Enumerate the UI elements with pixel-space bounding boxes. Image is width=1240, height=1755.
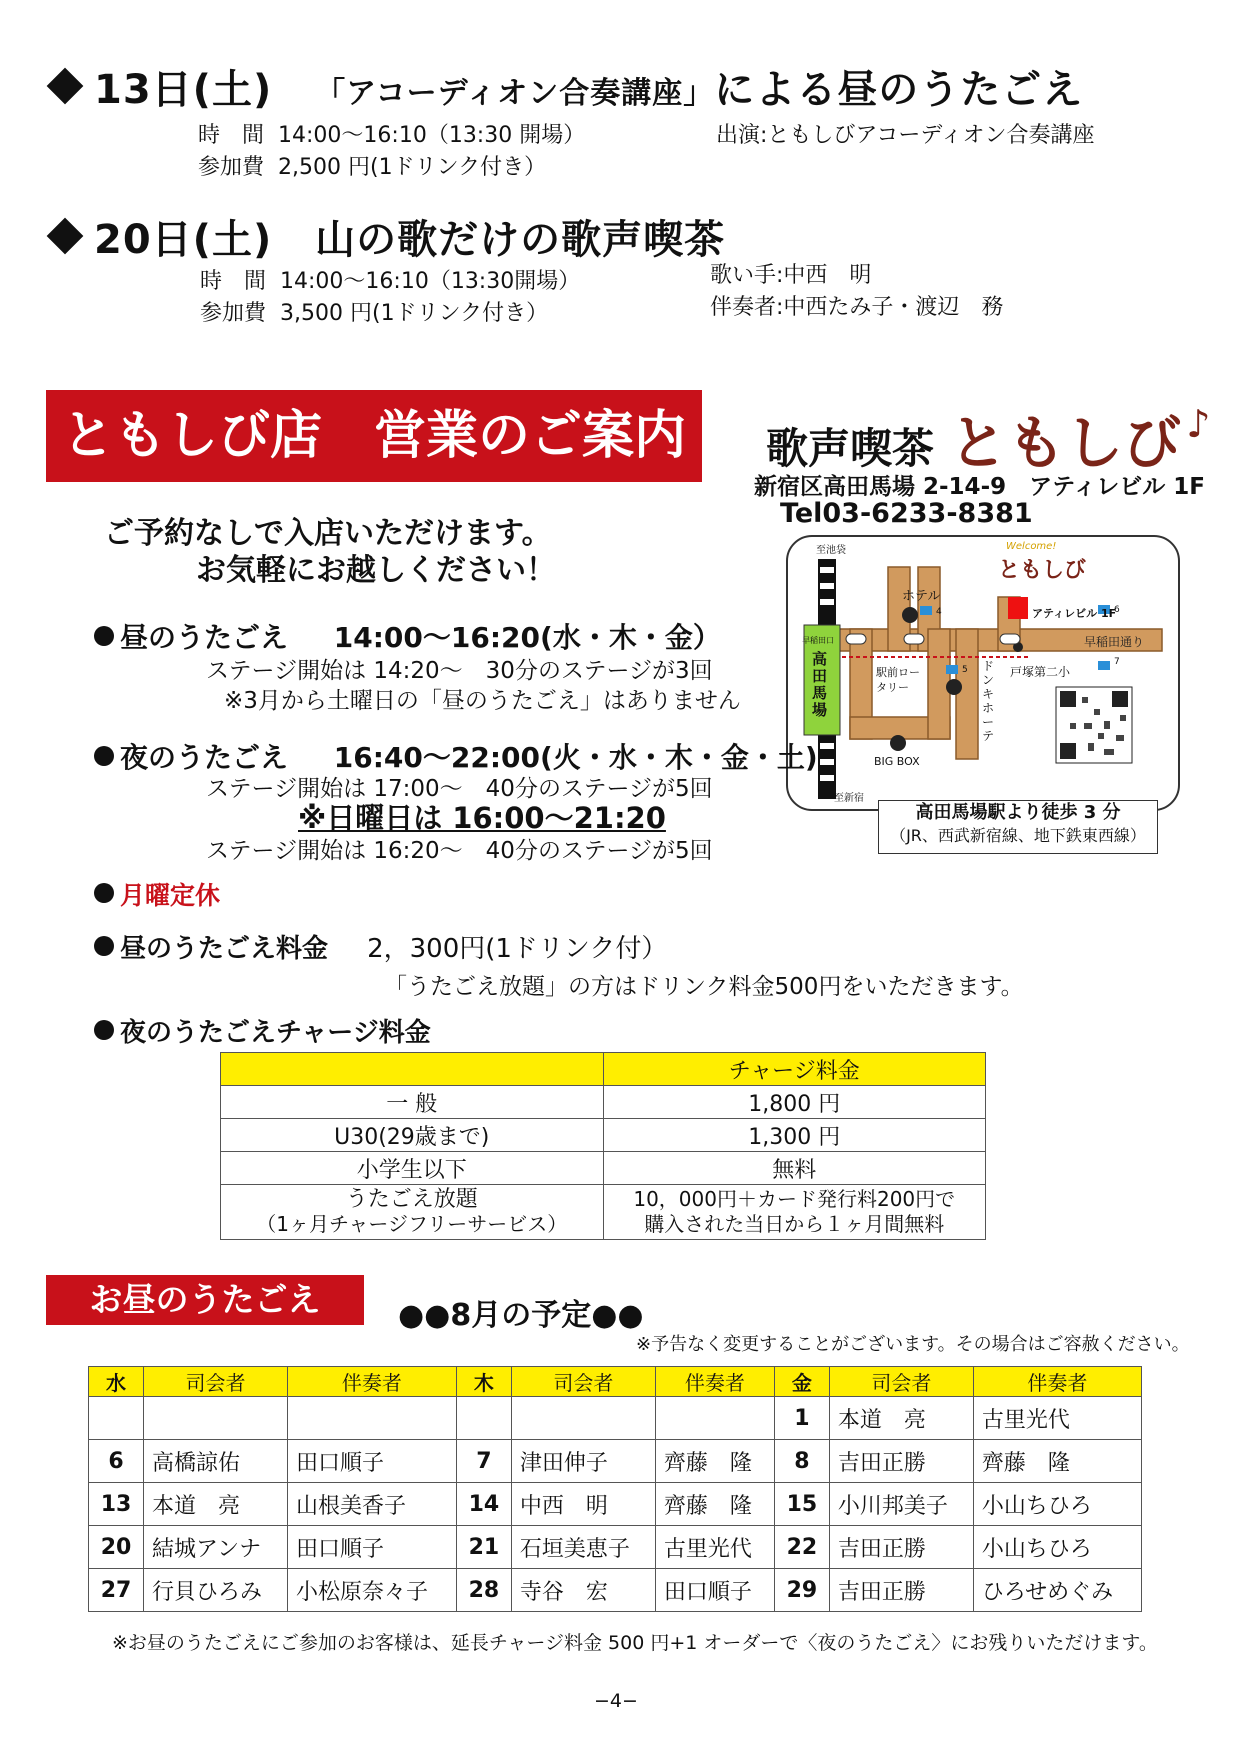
table-row	[221, 1152, 986, 1185]
event-2-time-row	[200, 264, 580, 295]
header-fri: 金	[774, 1367, 829, 1397]
host-cell: 本道 亮	[829, 1397, 973, 1440]
date-cell: 13	[89, 1483, 144, 1526]
schedule-notice: ※予告なく変更することがございます。その場合はご容赦ください。	[636, 1334, 1190, 1355]
map-logo: ともしび	[998, 558, 1087, 583]
date-cell: 7	[456, 1440, 511, 1483]
charge-category	[221, 1185, 604, 1240]
date-cell: 14	[456, 1483, 511, 1526]
fee-label: 参加費	[198, 155, 265, 180]
accompanist-cell: 古里光代	[655, 1526, 774, 1569]
map-label-hotel: ホテル	[902, 589, 941, 604]
accompanist-cell: 小山ちひろ	[973, 1526, 1141, 1569]
access-map	[786, 535, 1180, 811]
accompanist-cell: 古里光代	[973, 1397, 1141, 1440]
accompanist-cell: 小山ちひろ	[973, 1483, 1141, 1526]
welcome-line-1: ご予約なしで入店いただけます。	[104, 516, 552, 551]
closed-day	[94, 876, 220, 912]
night-stage: ステージ開始は 17:00～ 40分のステージが5回	[206, 776, 713, 802]
host-cell	[511, 1397, 655, 1440]
date-cell: 29	[774, 1569, 829, 1612]
sunday-hours: ※日曜日は 16:00～21:20	[298, 801, 666, 835]
map-label-school: 戸塚第二小	[1010, 665, 1071, 679]
charge-table-header	[221, 1053, 986, 1086]
header-accompanist: 伴奏者	[655, 1367, 774, 1397]
free-value-1: 10，000円＋カード発行料200円で	[633, 1187, 956, 1211]
lunch-hours	[94, 616, 721, 656]
charge-category: U30(29歳まで)	[221, 1119, 604, 1152]
accompanist-cell	[287, 1397, 456, 1440]
map-label-waseda-gate: 早稲田口	[802, 636, 834, 645]
host-cell: 小川邦美子	[829, 1483, 973, 1526]
event-1-time: 14:00～16:10（13:30 開場）	[278, 123, 586, 148]
header-host: 司会者	[144, 1367, 288, 1397]
host-cell: 吉田正勝	[829, 1440, 973, 1483]
night-fee-label: 夜のうたごえチャージ料金	[120, 1018, 431, 1048]
free-label-1: うたごえ放題	[345, 1187, 478, 1212]
lunch-fee-note: 「うたごえ放題」の方はドリンク料金500円をいただきます。	[384, 974, 1024, 1000]
charge-header-empty	[221, 1053, 604, 1086]
schedule-header	[89, 1367, 1142, 1397]
charge-value	[603, 1185, 986, 1240]
event-2-heading	[52, 208, 725, 265]
host-cell: 石垣美恵子	[511, 1526, 655, 1569]
welcome-line-2: お気軽にお越しください！	[196, 553, 556, 588]
map-welcome: Welcome!	[1006, 541, 1057, 552]
header-wed: 水	[89, 1367, 144, 1397]
date-cell: 1	[774, 1397, 829, 1440]
charge-table	[220, 1052, 986, 1240]
host-cell: 寺谷 宏	[511, 1569, 655, 1612]
bullet-dot-icon	[94, 883, 114, 903]
charge-value: 1,800 円	[603, 1086, 986, 1119]
lunch-time: 14:00～16:20(水・木・金）	[333, 621, 721, 654]
host-cell: 高橋諒佑	[144, 1440, 288, 1483]
host-cell: 結城アンナ	[144, 1526, 288, 1569]
donki-marker	[946, 679, 962, 695]
event-1-fee: 2,500 円(1ドリンク付き）	[278, 155, 547, 180]
charge-value: 1,300 円	[603, 1119, 986, 1152]
date-cell: 15	[774, 1483, 829, 1526]
sunday-stage: ステージ開始は 16:20～ 40分のステージが5回	[206, 838, 713, 864]
event-1-day: 13日(土)	[94, 67, 273, 113]
bullet-dot-icon	[94, 746, 114, 766]
bigbox-marker	[890, 735, 906, 751]
host-cell: 吉田正勝	[829, 1569, 973, 1612]
hotel-marker	[902, 607, 918, 623]
map-label-rotary: 駅前ロータリー	[876, 666, 920, 694]
map-label-atire: アティレビル 1F	[1032, 607, 1117, 620]
map-label-exit-6: 6	[1114, 605, 1120, 615]
lunch-schedule-banner: お昼のうたごえ	[46, 1275, 364, 1325]
access-note	[878, 800, 1158, 854]
charge-category: 小学生以下	[221, 1152, 604, 1185]
event-1-title-rest: による昼のうたごえ	[714, 67, 1084, 113]
schedule-footer: ※お昼のうたごえにご参加のお客様は、延長チャージ料金 500 円+1 オーダーで〈夜のうたごえ〉にお残りいただけます。	[112, 1632, 1158, 1654]
map-label-exit-7: 7	[1114, 657, 1120, 667]
accompanist-cell: 齊藤 隆	[973, 1440, 1141, 1483]
event-2-fee: 3,500 円(1ドリンク付き）	[280, 301, 549, 326]
lunch-note: ※3月から土曜日の「昼のうたごえ」はありません	[224, 688, 741, 714]
host-cell: 本道 亮	[144, 1483, 288, 1526]
date-cell: 6	[89, 1440, 144, 1483]
map-label-station: 高田馬場	[812, 650, 828, 719]
bullet-dot-icon	[94, 936, 114, 956]
date-cell: 8	[774, 1440, 829, 1483]
map-label-bigbox: BIG BOX	[874, 755, 920, 768]
event-1-performer: 出演:ともしびアコーディオン合奏講座	[716, 123, 1095, 148]
music-note-icon: ♪	[1186, 402, 1211, 446]
table-row	[89, 1526, 1142, 1569]
access-walk: 高田馬場駅より徒歩 3 分	[915, 802, 1121, 823]
event-2-title: 山の歌だけの歌声喫茶	[315, 217, 726, 263]
diamond-bullet-icon	[47, 68, 84, 105]
event-2-singer: 歌い手:中西 明	[710, 263, 872, 288]
table-row	[221, 1086, 986, 1119]
map-label-donki: ドンキホーテ	[982, 659, 995, 743]
accompanist-cell: 田口順子	[287, 1526, 456, 1569]
shop-address: 新宿区高田馬場 2-14-9 アティレビル 1F	[754, 474, 1205, 500]
date-cell: 21	[456, 1526, 511, 1569]
schedule-table	[88, 1366, 1142, 1612]
charge-header-fee: チャージ料金	[603, 1053, 986, 1086]
date-cell: 20	[89, 1526, 144, 1569]
table-row	[89, 1569, 1142, 1612]
header-host: 司会者	[511, 1367, 655, 1397]
host-cell: 津田伸子	[511, 1440, 655, 1483]
date-cell	[89, 1397, 144, 1440]
accompanist-cell: 山根美香子	[287, 1483, 456, 1526]
free-label-2: （1ヶ月チャージフリーサービス）	[256, 1212, 568, 1236]
lunch-label: 昼のうたごえ	[120, 621, 289, 654]
map-label-ikebukuro: 至池袋	[816, 545, 846, 556]
map-label-exit-5: 5	[962, 665, 968, 675]
page-number: −4−	[594, 1690, 638, 1712]
accompanist-cell: 齊藤 隆	[655, 1483, 774, 1526]
event-1-fee-row	[198, 150, 546, 181]
bullet-dot-icon	[94, 626, 114, 646]
free-value-2: 購入された当日から１ヶ月間無料	[644, 1212, 945, 1236]
lunch-stage: ステージ開始は 14:20～ 30分のステージが3回	[206, 658, 713, 684]
table-row	[221, 1185, 986, 1240]
event-1-heading	[52, 58, 1083, 115]
map-label-waseda-st: 早稲田通り	[1084, 635, 1145, 649]
date-cell	[456, 1397, 511, 1440]
host-cell: 中西 明	[511, 1483, 655, 1526]
host-cell: 吉田正勝	[829, 1526, 973, 1569]
accompanist-cell: 田口順子	[287, 1440, 456, 1483]
night-time: 16:40～22:00(火・水・木・金・土)	[333, 741, 818, 774]
qr-code	[1056, 687, 1132, 763]
map-label-exit-4: 4	[936, 607, 942, 617]
closed-day-text: 月曜定休	[120, 881, 221, 910]
table-row	[89, 1397, 1142, 1440]
table-row	[89, 1483, 1142, 1526]
header-thu: 木	[456, 1367, 511, 1397]
schedule-title: ●●8月の予定●●	[398, 1298, 644, 1333]
event-2-accompanist: 伴奏者:中西たみ子・渡辺 務	[710, 295, 1004, 320]
event-2-day: 20日(土)	[94, 217, 273, 263]
date-cell: 27	[89, 1569, 144, 1612]
event-2-time: 14:00～16:10（13:30開場）	[280, 269, 581, 294]
access-lines: （JR、西武新宿線、地下鉄東西線）	[890, 826, 1146, 845]
fee-label: 参加費	[200, 301, 267, 326]
bullet-dot-icon	[94, 1020, 114, 1040]
charge-category: 一 般	[221, 1086, 604, 1119]
accompanist-cell: 齊藤 隆	[655, 1440, 774, 1483]
accompanist-cell: 小松原奈々子	[287, 1569, 456, 1612]
atire-building-marker	[1008, 597, 1028, 619]
header-accompanist: 伴奏者	[287, 1367, 456, 1397]
time-label: 時 間	[198, 123, 265, 148]
date-cell: 28	[456, 1569, 511, 1612]
lunch-fee-value: 2，300円(1ドリンク付）	[367, 934, 668, 964]
event-1-title-quote: 「アコーディオン合奏講座」	[315, 76, 715, 111]
accompanist-cell: 田口順子	[655, 1569, 774, 1612]
night-label: 夜のうたごえ	[120, 741, 289, 774]
shop-logo: ともしび	[949, 409, 1182, 477]
night-fee-heading	[94, 1012, 431, 1049]
lunch-fee-label: 昼のうたごえ料金	[120, 934, 329, 964]
charge-value: 無料	[603, 1152, 986, 1185]
date-cell: 22	[774, 1526, 829, 1569]
accompanist-cell	[655, 1397, 774, 1440]
table-row	[89, 1440, 1142, 1483]
diamond-bullet-icon	[47, 218, 84, 255]
table-row	[221, 1119, 986, 1152]
time-label: 時 間	[200, 269, 267, 294]
host-cell: 行貝ひろみ	[144, 1569, 288, 1612]
event-1-time-row	[198, 118, 585, 149]
host-cell	[144, 1397, 288, 1440]
header-host: 司会者	[829, 1367, 973, 1397]
guide-banner: ともしび店 営業のご案内	[46, 390, 702, 482]
accompanist-cell: ひろせめぐみ	[973, 1569, 1141, 1612]
header-accompanist: 伴奏者	[973, 1367, 1141, 1397]
event-2-fee-row	[200, 296, 548, 327]
shop-tel: Tel03-6233-8381	[780, 498, 1033, 529]
lunch-fee	[94, 928, 667, 965]
shop-prefix: 歌声喫茶	[766, 424, 935, 473]
map-label-shinjuku: 至新宿	[834, 793, 864, 804]
